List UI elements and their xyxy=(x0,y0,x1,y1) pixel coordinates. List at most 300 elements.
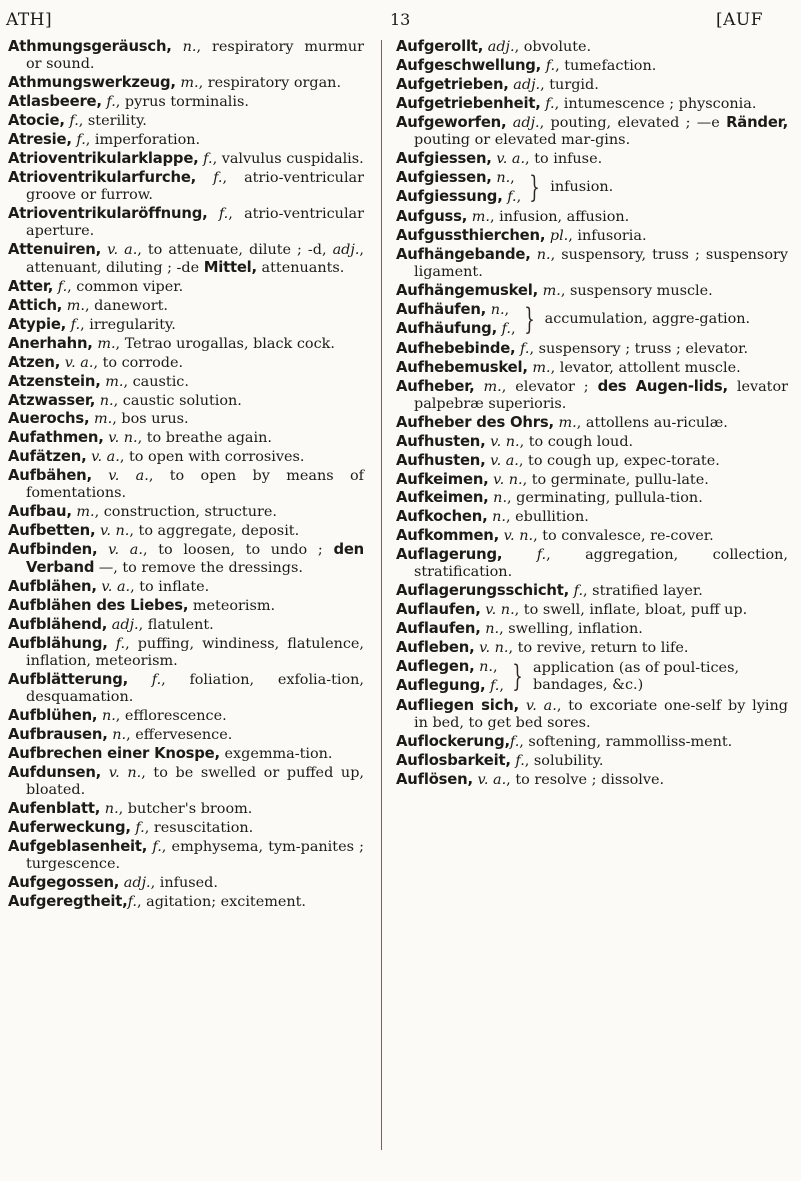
entry-headword: Aufhängemuskel, xyxy=(396,281,539,299)
entry-text: , common viper. xyxy=(67,279,184,296)
entry-text: , to swell, inflate, bloat, puff up. xyxy=(514,602,748,619)
entry-grammar: v. a. xyxy=(490,452,519,469)
entry-headword: Aufgetriebenheit, xyxy=(396,94,541,112)
entry-headword: Aufdunsen, xyxy=(8,763,102,781)
entry-headword: Aufbetten, xyxy=(8,522,96,540)
dictionary-entry xyxy=(396,414,788,432)
entry-grammar: m. xyxy=(471,208,490,225)
entry-headword: Auflösen, xyxy=(396,770,473,788)
entry-text: , suspensory, truss ; suspensory ligament. xyxy=(414,246,788,280)
dictionary-entry xyxy=(8,392,364,410)
entry-grammar: v. n. xyxy=(485,602,515,619)
dictionary-entry xyxy=(8,893,364,911)
entry-text: , obvolute. xyxy=(514,39,592,55)
entry-headword: Auerochs, xyxy=(8,410,90,428)
entry-headword: Mittel, xyxy=(203,259,257,277)
entry-text: , intumescence ; physconia. xyxy=(554,95,757,112)
dictionary-entry xyxy=(396,527,788,545)
entry-headword: Atter, xyxy=(8,278,54,296)
entry-text: , construction, structure. xyxy=(94,504,277,521)
entry-grammar: adj. xyxy=(512,114,540,131)
entry-text: , to resolve ; dissolve. xyxy=(506,771,665,788)
dictionary-entry xyxy=(8,429,364,447)
dictionary-entry xyxy=(396,433,788,451)
dictionary-entry xyxy=(8,726,364,744)
dictionary-entry xyxy=(8,74,364,92)
entry-grammar: n. xyxy=(99,392,114,409)
entry-grammar: f. xyxy=(76,131,86,148)
entry-headword: Aufbinden, xyxy=(8,541,98,559)
entry-text xyxy=(101,765,109,781)
entry-headword: Auflaufen, xyxy=(396,601,481,619)
entry-grammar: m. xyxy=(66,298,86,315)
entry-text: , to breathe again. xyxy=(137,430,272,447)
entry-headword: Aufbähen, xyxy=(8,467,92,485)
entry-text: , respiratory murmur or sound. xyxy=(26,39,364,73)
entry-headword: Aufbau, xyxy=(8,503,72,521)
entry-headword: Aufhebemuskel, xyxy=(396,358,528,376)
entry-headword: Auflockerung, xyxy=(396,733,510,751)
dictionary-entry xyxy=(396,188,521,206)
entry-text: , foliation, exfolia-tion, desquamation. xyxy=(26,672,364,706)
entry-text: levator palpebræ superioris. xyxy=(414,378,788,412)
dictionary-entry xyxy=(396,359,788,377)
entry-headword: Aufätzen, xyxy=(8,448,87,466)
dictionary-entry xyxy=(396,582,788,600)
bracketed-entry-group xyxy=(396,169,788,207)
entry-text: , turgid. xyxy=(540,76,599,93)
entry-headword: Auflegung, xyxy=(396,677,486,695)
entry-text: , solubility. xyxy=(524,753,604,770)
dictionary-entry xyxy=(8,205,364,241)
dictionary-entry xyxy=(8,707,364,725)
entry-grammar: f. xyxy=(489,678,500,695)
entry-grammar: v. a. xyxy=(525,698,557,715)
entry-text: , to revive, return to life. xyxy=(508,639,689,656)
dictionary-entry xyxy=(8,522,364,540)
entry-headword: Aufblähung, xyxy=(8,634,108,652)
left-column xyxy=(8,38,364,912)
entry-grammar: m. xyxy=(94,411,113,428)
entry-text xyxy=(172,39,183,55)
entry-text: , elevator ; xyxy=(501,378,598,395)
entry-headword: Atzen, xyxy=(8,353,61,371)
entry-grammar: f. xyxy=(203,150,213,167)
entry-text: , to aggregate, deposit. xyxy=(129,523,300,540)
entry-grammar: v. a. xyxy=(107,242,138,259)
entry-headword: Atypie, xyxy=(8,315,67,333)
brace-glyph: } xyxy=(512,659,523,695)
entry-text: , stratified layer. xyxy=(583,583,703,600)
entry-grammar: n. xyxy=(104,801,119,818)
dictionary-entry xyxy=(396,246,788,282)
entry-headword: Aufgeregtheit, xyxy=(8,893,128,911)
entry-text: , to inflate. xyxy=(130,579,210,596)
dictionary-entry xyxy=(396,340,788,358)
entry-text: , danewort. xyxy=(85,298,168,315)
entry-grammar: f. xyxy=(152,838,162,855)
entry-text: , xyxy=(510,320,516,337)
entry-grammar: f. xyxy=(69,112,79,129)
dictionary-entry xyxy=(8,169,364,205)
entry-grammar: v. n. xyxy=(490,433,520,450)
entry-grammar: f. xyxy=(545,57,556,74)
entry-headword: Athmungsgeräusch, xyxy=(8,38,172,55)
entry-grammar: m. xyxy=(97,335,116,352)
entry-text xyxy=(128,672,152,688)
entry-text: , caustic solution. xyxy=(113,392,242,409)
entry-headword: Atrioventrikularöffnung, xyxy=(8,204,208,222)
entry-text xyxy=(475,379,484,395)
page-number: 13 xyxy=(390,10,411,29)
entry-grammar: v. n. xyxy=(108,430,138,447)
entry-text: , to open with corrosives. xyxy=(119,449,305,466)
entry-text: , to cough up, expec-torate. xyxy=(518,452,720,469)
entry-grammar: v. n. xyxy=(108,764,142,781)
entry-headword: Atlasbeere, xyxy=(8,93,102,111)
entry-grammar: n. xyxy=(492,509,506,526)
entry-headword: Aufblähend, xyxy=(8,616,108,634)
entry-text: , infusoria. xyxy=(568,227,647,244)
dictionary-entry xyxy=(8,764,364,800)
dictionary-entry xyxy=(396,752,788,770)
entry-headword: Auflaufen, xyxy=(396,620,481,638)
entry-text xyxy=(196,170,213,186)
shared-definition: infusion. xyxy=(550,179,614,196)
dictionary-entry xyxy=(8,335,364,353)
entry-grammar: f. xyxy=(536,547,547,564)
dictionary-entry xyxy=(8,93,364,111)
dictionary-entry xyxy=(396,114,788,150)
entry-text: , to loosen, to undo ; xyxy=(142,542,334,559)
entry-grammar: v. a. xyxy=(108,542,143,559)
entry-grammar: f. xyxy=(115,635,126,652)
entry-text: pouting or elevated mar-gins. xyxy=(414,131,631,148)
dictionary-entry xyxy=(396,76,788,94)
entry-headword: Aufgetrieben, xyxy=(396,75,509,93)
entry-text: , bos urus. xyxy=(112,411,189,428)
entry-text: , aggregation, collection, stratification. xyxy=(414,547,788,581)
entry-headword: Aufliegen sich, xyxy=(396,697,519,715)
entry-headword: Aufgeschwellung, xyxy=(396,56,542,74)
entry-grammar: n. xyxy=(496,170,511,187)
entry-grammar: f. xyxy=(218,205,229,222)
page-header xyxy=(0,0,801,36)
entry-text: , efflorescence. xyxy=(115,708,227,725)
entry-text: , levator, attollent muscle. xyxy=(550,359,741,376)
bracketed-entry-group xyxy=(396,658,788,696)
entry-headword: Aufgiessen, xyxy=(396,149,492,167)
entry-grammar: f. xyxy=(501,320,511,337)
entry-grammar: m. xyxy=(483,378,502,395)
entry-grammar: m. xyxy=(558,414,577,431)
dictionary-entry xyxy=(8,635,364,671)
shared-definition: application (as of poul-tices, bandages, &c.) xyxy=(533,659,740,694)
entry-headword: Auflagerung, xyxy=(396,546,503,564)
entry-text: , resuscitation. xyxy=(144,820,254,837)
entry-headword: Aufblühen, xyxy=(8,707,98,725)
entry-grammar: n. xyxy=(182,39,197,55)
entry-headword: Aufhebebinde, xyxy=(396,339,516,357)
entry-text: , infused. xyxy=(150,875,218,892)
entry-headword: Aufblätterung, xyxy=(8,671,129,689)
entry-grammar: f. xyxy=(509,734,520,751)
entry-text: , pouting, elevated ; —e xyxy=(539,114,727,131)
entry-headword: Aufgiessung, xyxy=(396,187,503,205)
dictionary-entry xyxy=(396,508,788,526)
entry-headword: Aufheber, xyxy=(396,377,475,395)
entry-grammar: n. xyxy=(536,246,551,263)
entry-headword: Atresie, xyxy=(8,130,72,148)
entry-headword: Athmungswerkzeug, xyxy=(8,74,176,92)
dictionary-entry xyxy=(396,546,788,582)
entry-headword: Aufgiessen, xyxy=(396,169,492,187)
entry-grammar: f. xyxy=(573,583,584,600)
dictionary-entry xyxy=(396,489,788,507)
entry-grammar: v. n. xyxy=(493,471,523,488)
entry-headword: Atzwasser, xyxy=(8,391,96,409)
entry-headword: Anerhahn, xyxy=(8,334,93,352)
entry-headword: Atocie, xyxy=(8,111,65,129)
entry-text: —, to remove the dressings. xyxy=(94,560,303,577)
entry-headword: Aufhusten, xyxy=(396,432,486,450)
entry-headword: den Verband xyxy=(26,541,364,577)
entry-headword: Aufkeimen, xyxy=(396,470,489,488)
entry-headword: Aufhäufung, xyxy=(396,319,497,337)
brace-glyph: } xyxy=(529,169,540,205)
entry-grammar: v. n. xyxy=(99,523,130,540)
dictionary-entry xyxy=(8,800,364,818)
entry-text: , imperforation. xyxy=(85,131,201,148)
entry-text: , atrio-ventricular groove or furrow. xyxy=(26,169,365,203)
entry-grammar: v. a. xyxy=(496,150,526,167)
dictionary-entry xyxy=(8,297,364,315)
entry-headword: Aufgerollt, xyxy=(396,38,484,55)
dictionary-entry xyxy=(396,150,788,168)
dictionary-entry xyxy=(396,697,788,733)
entry-grammar: n. xyxy=(101,708,116,725)
entry-headword: Auflegen, xyxy=(396,658,475,676)
entry-text: , caustic. xyxy=(123,373,189,390)
entry-grammar: m. xyxy=(542,282,561,299)
entry-headword: Aufathmen, xyxy=(8,429,104,447)
entry-text: , emphysema, tym-panites ; turgescence. xyxy=(26,838,365,873)
dictionary-entry xyxy=(8,616,364,634)
entry-text: , to excoriate one-self by lying in bed, to get bed sores. xyxy=(414,698,788,732)
dictionary-entry xyxy=(8,874,364,892)
dictionary-entry xyxy=(396,733,788,751)
dictionary-entry xyxy=(8,503,364,521)
entry-grammar: f. xyxy=(515,753,525,770)
entry-headword: Atrioventrikularklappe, xyxy=(8,149,199,167)
entry-text xyxy=(108,636,116,652)
entry-headword: Aufhängebande, xyxy=(396,245,531,263)
entry-text: , to germinate, pullu-late. xyxy=(522,471,709,488)
dictionary-entry xyxy=(396,771,788,789)
entry-text: , suspensory muscle. xyxy=(560,282,713,299)
dictionary-entry xyxy=(396,639,788,657)
entry-grammar: f. xyxy=(507,188,517,205)
dictionary-entry xyxy=(396,169,521,187)
entry-headword: Aufgeblasenheit, xyxy=(8,837,148,855)
dictionary-entry xyxy=(8,838,364,874)
entry-grammar: v. a. xyxy=(477,771,507,788)
entry-grammar: adj. xyxy=(487,39,515,55)
dictionary-entry xyxy=(396,452,788,470)
header-left-guideword: ATH] xyxy=(6,10,53,30)
entry-text: , attenuant, diluting ; -de xyxy=(26,242,364,277)
dictionary-entry xyxy=(8,316,364,334)
entry-grammar: f. xyxy=(135,820,145,837)
entry-text: , to be swelled or puffed up, bloated. xyxy=(26,764,364,799)
entry-text: , agitation; excitement. xyxy=(136,894,307,911)
entry-grammar: m. xyxy=(180,75,199,92)
entry-grammar: f. xyxy=(57,279,68,296)
entry-headword: Aufgussthierchen, xyxy=(396,226,546,244)
entry-headword: Aufenblatt, xyxy=(8,800,101,818)
entry-grammar: n. xyxy=(490,302,505,319)
entry-text: , to corrode. xyxy=(93,354,184,371)
entry-text: , germinating, pullula-tion. xyxy=(507,490,703,507)
dictionary-entry xyxy=(8,150,364,168)
dictionary-entry xyxy=(8,278,364,296)
entry-text: , to cough loud. xyxy=(519,433,634,450)
entry-text: exgemma-tion. xyxy=(219,746,333,763)
entry-grammar: adj. xyxy=(111,617,139,634)
entry-grammar: f. xyxy=(106,94,116,111)
entry-headword: Aufbrechen einer Knospe, xyxy=(8,745,220,763)
entry-grammar: n. xyxy=(485,621,500,638)
dictionary-entry xyxy=(396,471,788,489)
bracketed-entry-group xyxy=(396,301,788,339)
entry-grammar: n. xyxy=(493,490,508,507)
entry-headword: Ränder, xyxy=(726,113,788,131)
entry-grammar: f. xyxy=(213,169,223,186)
entry-headword: Atrioventrikularfurche, xyxy=(8,168,197,186)
entry-headword: Aufhäufen, xyxy=(396,301,487,319)
entry-grammar: n. xyxy=(112,727,127,744)
dictionary-entry xyxy=(396,282,788,300)
entry-text: , to infuse. xyxy=(525,150,603,167)
header-right-guideword: [AUF xyxy=(716,10,764,30)
column-divider xyxy=(381,40,382,1150)
dictionary-entry xyxy=(396,95,788,113)
dictionary-entry xyxy=(396,677,504,695)
dictionary-entry xyxy=(396,38,788,56)
dictionary-entry xyxy=(8,745,364,763)
entry-headword: Aufhusten, xyxy=(396,451,486,469)
entry-text: , atrio-ventricular aperture. xyxy=(26,205,365,240)
entry-text: meteorism. xyxy=(188,598,276,615)
dictionary-entry xyxy=(396,301,516,319)
entry-headword: Auferweckung, xyxy=(8,819,131,837)
dictionary-entry xyxy=(396,208,788,226)
dictionary-entry xyxy=(396,658,504,676)
entry-text xyxy=(208,206,219,222)
entry-text: , respiratory organ. xyxy=(198,75,342,92)
entry-grammar: v. a. xyxy=(101,579,131,596)
entry-headword: Auflosbarkeit, xyxy=(396,752,511,770)
dictionary-entry xyxy=(8,671,364,707)
entry-grammar: f. xyxy=(70,316,81,333)
entry-headword: Attenuiren, xyxy=(8,241,102,259)
entry-grammar: f. xyxy=(127,894,137,911)
dictionary-entry xyxy=(8,112,364,130)
entry-grammar: v. a. xyxy=(91,449,120,466)
entry-headword: Attich, xyxy=(8,297,63,315)
entry-grammar: f. xyxy=(545,95,555,112)
entry-text: , xyxy=(516,188,522,205)
dictionary-entry xyxy=(8,541,364,578)
entry-text: , flatulent. xyxy=(138,617,214,634)
dictionary-entry xyxy=(396,620,788,638)
right-column xyxy=(396,38,788,790)
dictionary-entry xyxy=(8,373,364,391)
entry-text: , attollens au-riculæ. xyxy=(576,414,728,431)
entry-text: , suspensory ; truss ; elevator. xyxy=(529,340,749,357)
entry-text: , to convalesce, re-cover. xyxy=(533,528,714,545)
dictionary-entry xyxy=(8,131,364,149)
entry-text: , xyxy=(492,659,498,676)
entry-headword: Aufheber des Ohrs, xyxy=(396,413,554,431)
entry-text: , xyxy=(499,678,504,695)
entry-text: , infusion, affusion. xyxy=(490,208,630,225)
entry-grammar: f. xyxy=(151,672,162,689)
entry-text: , tumefaction. xyxy=(555,57,657,74)
entry-text: , valvulus cuspidalis. xyxy=(212,150,364,167)
entry-headword: Aufkeimen, xyxy=(396,489,489,507)
entry-grammar: adj. xyxy=(123,875,151,892)
entry-text: attenuants. xyxy=(256,260,345,277)
entry-text: , sterility. xyxy=(78,112,147,129)
entry-headword: Aufguss, xyxy=(396,207,468,225)
dictionary-entry xyxy=(8,467,364,503)
entry-text: , to open by means of fomentations. xyxy=(26,468,364,502)
entry-headword: Auflagerungsschicht, xyxy=(396,582,570,600)
entry-grammar: n. xyxy=(479,659,493,676)
entry-headword: Aufbrausen, xyxy=(8,726,108,744)
entry-headword: Atzenstein, xyxy=(8,372,101,390)
entry-text: , pyrus torminalis. xyxy=(115,94,249,111)
entry-text xyxy=(92,468,108,484)
entry-text: , irregularity. xyxy=(80,316,176,333)
dictionary-entry xyxy=(8,578,364,596)
dictionary-entry xyxy=(8,597,364,615)
entry-text: , puffing, windiness, flatulence, inflation, meteorism. xyxy=(26,635,365,670)
entry-text: , ebullition. xyxy=(505,509,589,526)
shared-definition: accumulation, aggre-gation. xyxy=(544,311,751,328)
entry-grammar: v. n. xyxy=(479,639,509,656)
dictionary-entry xyxy=(8,354,364,372)
dictionary-entry xyxy=(396,320,516,338)
entry-grammar: m. xyxy=(532,359,551,376)
entry-grammar: f. xyxy=(520,340,530,357)
entry-grammar: adj. xyxy=(513,76,541,93)
dictionary-entry xyxy=(396,601,788,619)
entry-text xyxy=(97,542,108,558)
entry-text: , softening, rammolliss-ment. xyxy=(519,734,733,751)
entry-grammar: adj. xyxy=(332,242,360,259)
dictionary-entry xyxy=(8,38,364,74)
entry-grammar: v. a. xyxy=(64,354,94,371)
entry-text: , butcher's broom. xyxy=(118,801,253,818)
entry-headword: Aufblähen des Liebes, xyxy=(8,597,189,615)
entry-text: , xyxy=(510,170,515,187)
entry-text: , xyxy=(504,302,510,319)
entry-headword: des Augen-lids, xyxy=(597,377,728,395)
dictionary-entry xyxy=(396,227,788,245)
entry-headword: Aufkommen, xyxy=(396,527,500,545)
